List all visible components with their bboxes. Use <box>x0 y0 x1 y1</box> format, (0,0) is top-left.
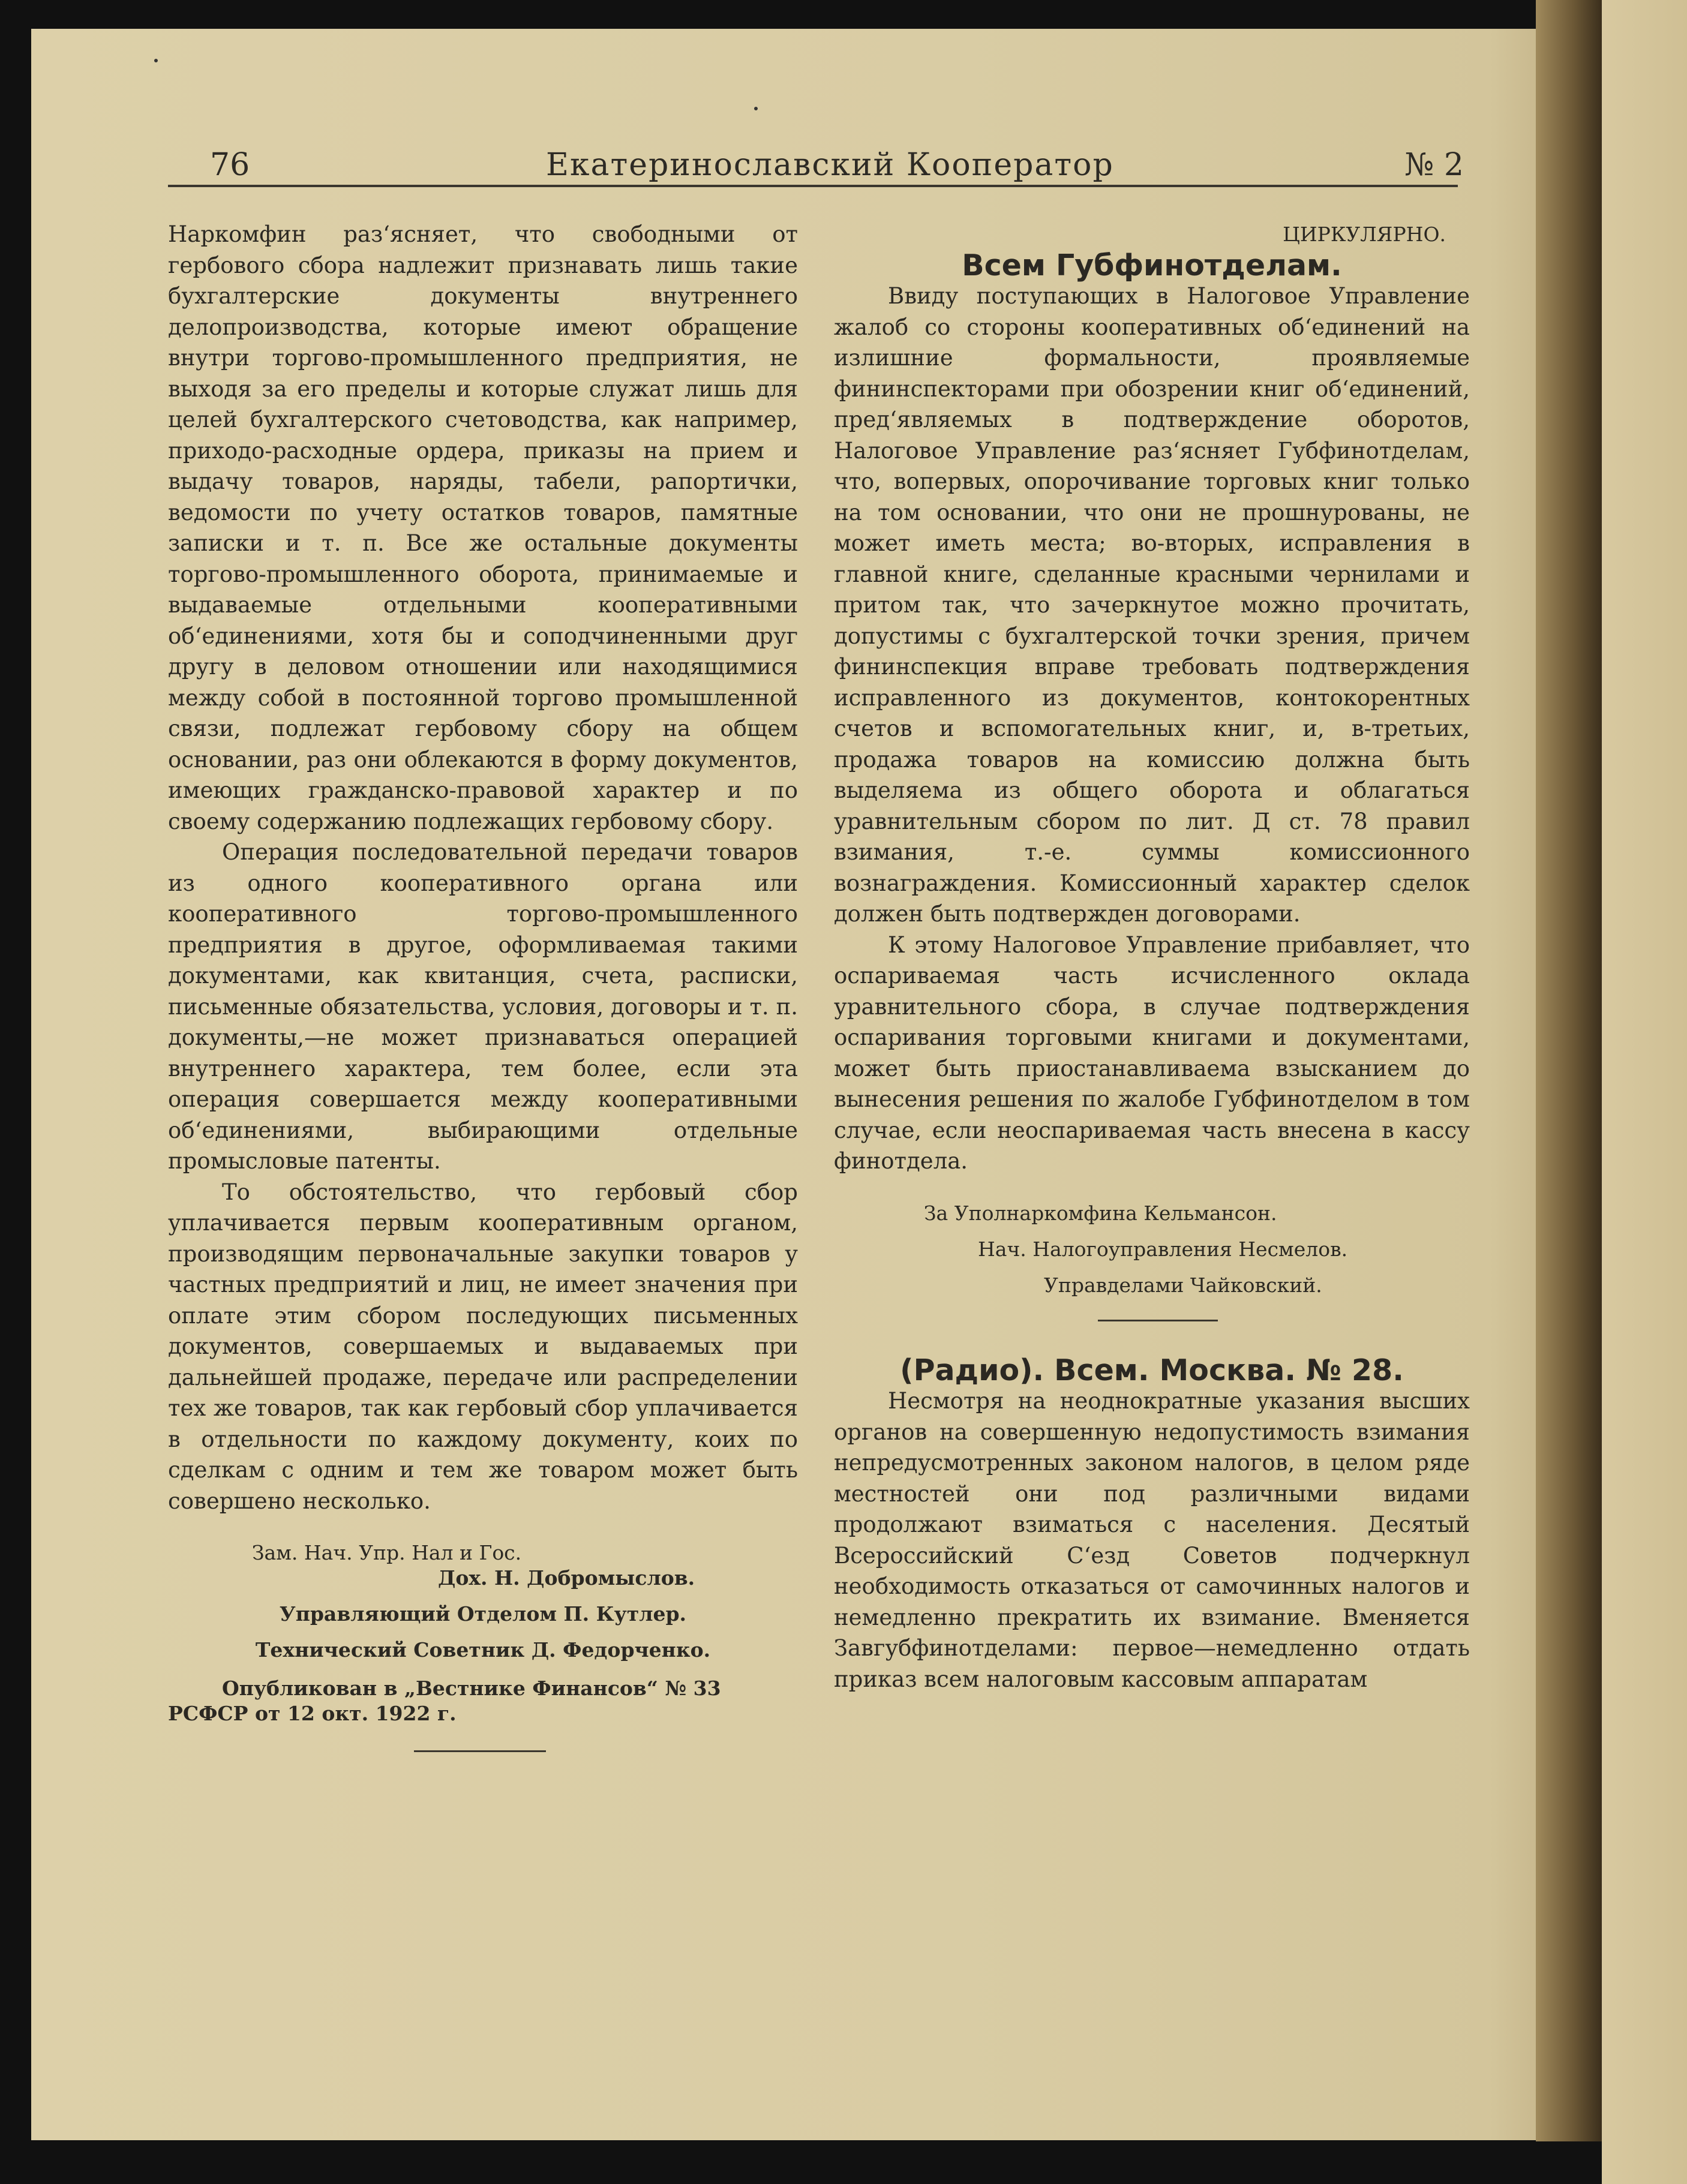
paragraph: Несмотря на неоднократные указания высших органов на совершенную недопустимость взимания непредусмотренных законом налогов, в целом ряде местностей они под различными видами продолжают взиматься с населения. Десятый Всероссийский С‘езд Советов подчеркнул необходимость отказаться от самочинных налогов и немедленно прекратить их взимание. Вменяется Завгубфинотделами: первое—немедленно отдать приказ всем налоговым кассовым аппаратам <box>834 1388 1470 1692</box>
right-column <box>834 219 1470 1695</box>
journal-title: Екатеринославский Кооператор <box>546 147 1114 183</box>
signature-line: Зам. Нач. Упр. Нал и Гос. <box>252 1541 522 1564</box>
signature-name: Дох. Н. Добромыслов. <box>438 1566 695 1590</box>
page-fold-shadow <box>1536 0 1602 2141</box>
paragraph: То обстоятельство, что гербовый сбор уплачивается первым кооперативным органом, производящим первоначальные закупки товаров у частных предприятий и лиц, не имеет значения при оплате этим сбором последующих письменных документов, совершаемых и выдаваемых при дальнейшей продаже, передаче или распределении тех же товаров, так как гербовый сбор уплачивается в отдельности по каждому документу, коих по сделкам с одним и тем же товаром может быть совершено несколько. <box>168 1179 798 1514</box>
section-heading: (Радио). Всем. Москва. № 28. <box>900 1353 1404 1387</box>
ink-speck <box>754 107 758 110</box>
publication-note: Опубликован в „Вестнике Финансов“ № 33 <box>222 1677 721 1700</box>
paragraph: Операция последовательной передачи товаров из одного кооперативного органа или кооперативного торгово-промышленного предприятия в другое, оформливаемая такими документами, как квитанция, счета, расписки, письменные обязательства, условия, договоры и т. п. документы,—не может признаваться операцией внутреннего характера, тем более, если эта операция совершается между кооперативными об‘единениями, выбирающими отдельные промысловые патенты. <box>168 839 798 1174</box>
header-rule <box>168 185 1458 187</box>
signature-line: Управляющий Отделом П. Кутлер. <box>279 1602 687 1626</box>
adjacent-page-edge <box>1602 0 1687 2184</box>
circular-label: ЦИРКУЛЯРНО. <box>1283 223 1446 246</box>
signature-line: Управделами Чайковский. <box>1044 1273 1322 1297</box>
section-divider <box>414 1750 546 1752</box>
section-heading: Всем Губфинотделам. <box>962 248 1342 283</box>
ink-speck <box>154 59 158 62</box>
issue-number: № 2 <box>1404 147 1464 183</box>
left-column <box>168 219 798 1752</box>
signature-line: Технический Советник Д. Федорченко. <box>255 1638 711 1662</box>
paragraph: К этому Налоговое Управление прибавляет, что оспариваемая часть исчисленного оклада уравнительного сбора, в случае подтверждения оспаривания торговыми книгами и документами, может быть приостанавливаема взысканием до вынесения решения по жалобе Губфинотделом в том случае, если неоспариваемая часть внесена в кассу финотдела. <box>834 932 1470 1174</box>
page-header <box>168 147 1464 183</box>
page-number: 76 <box>210 147 250 183</box>
signature-line: За Уполнаркомфина Кельмансон. <box>924 1201 1277 1225</box>
paragraph: Ввиду поступающих в Налоговое Управление жалоб со стороны кооперативных об‘единений на излишние формальности, проявляемые фининспекторами при обозрении книг об‘единений, пред‘являемых в подтверждение оборотов, Налоговое Управление раз‘ясняет Губфинотделам, что, вопервых, опорочивание торговых книг только на том основании, что они не прошнурованы, не может иметь места; во-вторых, исправления в главной книге, сделанные красными чернилами и притом так, что зачеркнутое можно прочитать, допустимы с бухгалтерской точки зрения, причем фининспекция вправе требовать подтверждения исправленного из документов, контокорентных счетов и вспомогательных книг, и, в-третьих, продажа товаров на комиссию должна быть выделяема из общего оборота и облагаться уравнительным сбором по лит. Д ст. 78 правил взимания, т.-е. суммы комиссионного вознаграждения. Комиссионный характер сделок должен быть подтвержден договорами. <box>834 283 1470 927</box>
paragraph: Наркомфин раз‘ясняет, что свободными от гербового сбора надлежит признавать лишь такие бухгалтерские документы внутреннего делопроизводства, которые имеют обращение внутри торгово-промышленного предприятия, не выходя за его пределы и которые служат лишь для целей бухгалтерского счетоводства, как например, приходо-расходные ордера, приказы на прием и выдачу товаров, наряды, табели, рапортички, ведомости по учету остатков товаров, памятные записки и т. п. Все же остальные документы торгово-промышленного оборота, принимаемые и выдаваемые отдельными кооперативными об‘единениями, хотя бы и соподчиненными друг другу в деловом отношении или находящимися между собой в постоянной торгово промышленной связи, подлежат гербовому сбору на общем основании, раз они облекаются в форму документов, имеющих гражданско-правовой характер и по своему содержанию подлежащих гербовому сбору. <box>168 221 798 834</box>
publication-note: РСФСР от 12 окт. 1922 г. <box>168 1702 457 1725</box>
signature-line: Нач. Налогоуправления Несмелов. <box>978 1237 1348 1261</box>
